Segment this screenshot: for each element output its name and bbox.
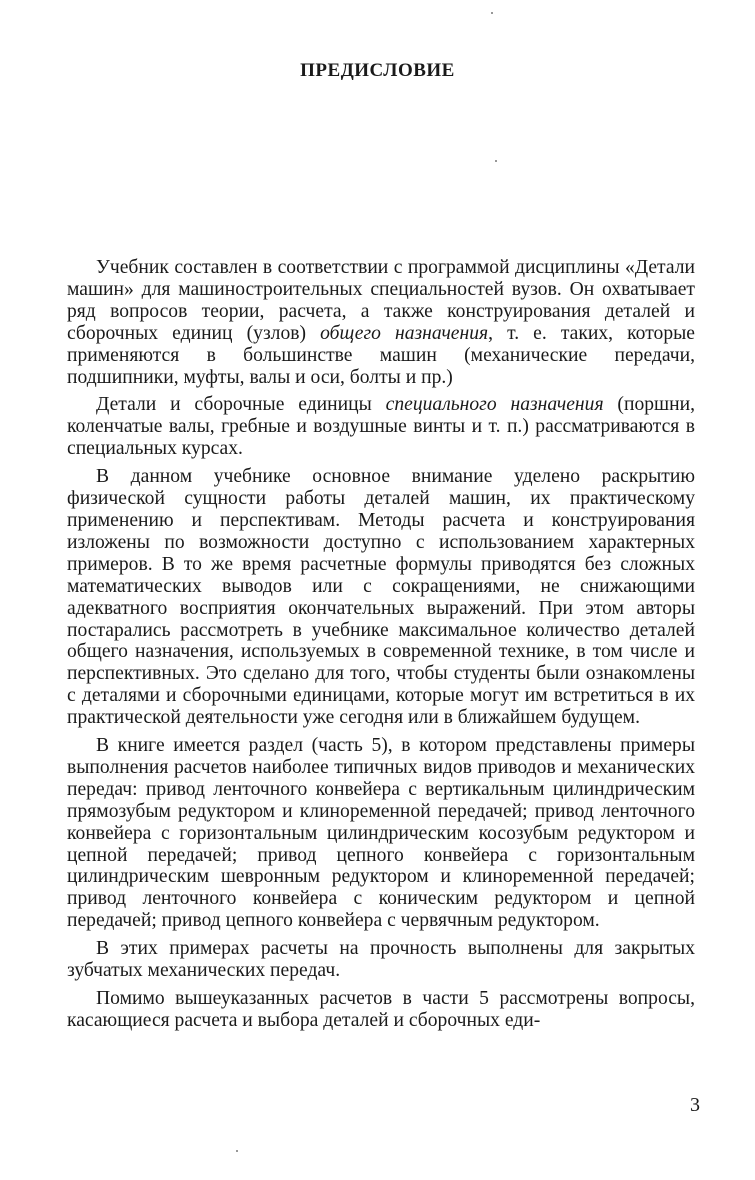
paragraph [67, 257, 695, 388]
text-run: , т. е. таких, которые применяются в большинстве машин (механические передачи, подшипники, муфты, валы и оси, болты и пр.) [67, 322, 695, 388]
text-run: Учебник составлен в соответствии с программой дисциплины «Детали машин» для машиностроительных специальностей вузов. Он охватывает ряд вопросов теории, расчета, а также конструирования деталей и сборочных единиц (узлов) [67, 257, 695, 344]
text-run: Детали и сборочные единицы [96, 394, 386, 416]
scan-speck [491, 12, 493, 14]
paragraph [67, 938, 695, 982]
text-run: Помимо вышеуказанных расчетов в части 5 рассмотрены вопросы, касающиеся расчета и выбора деталей и сборочных еди- [67, 988, 695, 1031]
scan-speck [236, 1150, 238, 1152]
page-number: 3 [690, 1094, 700, 1116]
page-title: ПРЕДИСЛОВИЕ [300, 60, 455, 81]
text-run: В данном учебнике основное внимание уделено раскрытию физической сущности работы деталей машин, их практическому применению и перспективам. Методы расчета и конструирования изложены по возможности доступно с использованием характерных примеров. В то же время расчетные формулы приводятся без сложных математических выводов или с сокращениями, не снижающими адекватного восприятия окончательных выражений. При этом авторы постарались рассмотреть в учебнике максимальное количество деталей общего назначения, используемых в современной технике, в том числе и перспективных. Это сделано для того, чтобы студенты были ознакомлены с деталями и сборочными единицами, которые могут им встретиться в их практической деятельности уже сегодня или в ближайшем будущем. [67, 466, 695, 729]
paragraph [67, 466, 695, 729]
italic-text: специального назначения [385, 394, 604, 416]
scan-speck [495, 160, 497, 162]
text-run: В книге имеется раздел (часть 5), в котором представлены примеры выполнения расчетов наиболее типичных видов приводов и механических передач: привод ленточного конвейера с вертикальным цилиндрическим прямозубым редуктором и клиноременной передачей; привод ленточного конвейера с горизонтальным цилиндрическим косозубым редуктором и цепной передачей; привод цепного конвейера с горизонтальным цилиндрическим шевронным редуктором и клиноременной передачей; привод ленточного конвейера с коническим редуктором и цепной передачей; привод цепного конвейера с червячным редуктором. [67, 735, 695, 932]
paragraph [67, 394, 695, 460]
text-run: (поршни, коленчатые валы, гребные и воздушные винты и т. п.) рассматриваются в специальных курсах. [67, 394, 695, 460]
italic-text: общего назначения [320, 322, 489, 344]
body-text [67, 257, 695, 1038]
text-run: В этих примерах расчеты на прочность выполнены для закрытых зубчатых механических передач. [67, 938, 695, 982]
paragraph [67, 988, 695, 1032]
paragraph [67, 735, 695, 932]
